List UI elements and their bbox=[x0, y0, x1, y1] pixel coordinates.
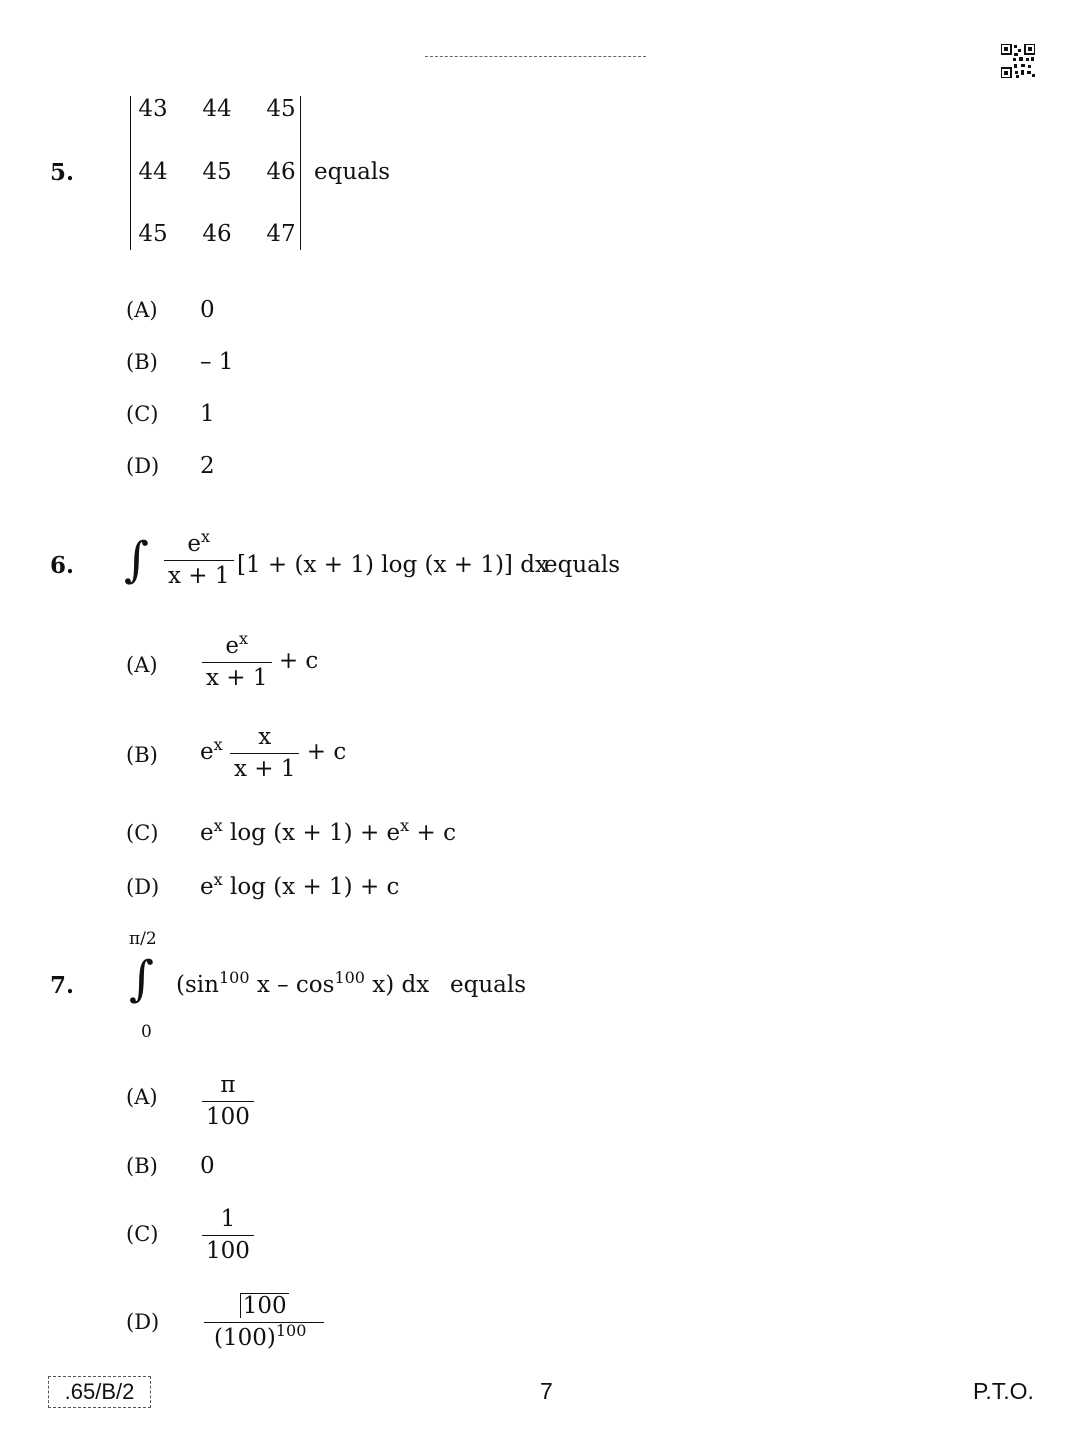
option-label: (C) bbox=[126, 821, 159, 845]
question-suffix: equals bbox=[450, 972, 527, 998]
qr-code-icon bbox=[1001, 44, 1035, 78]
denominator: x + 1 bbox=[230, 753, 300, 782]
matrix-cell: 44 bbox=[138, 159, 168, 185]
numerator: x bbox=[258, 724, 272, 750]
integral-sign: ∫ bbox=[124, 532, 150, 588]
integrand-part: x – cos bbox=[256, 972, 335, 998]
factorial-numerator: 100 bbox=[240, 1293, 289, 1318]
integrand-part: x) dx bbox=[372, 972, 430, 998]
option-label: (C) bbox=[126, 1222, 159, 1246]
matrix-cell: 46 bbox=[266, 159, 296, 185]
option-tail: + c bbox=[416, 820, 456, 846]
option-expression bbox=[200, 870, 400, 900]
integrand-body: [1 + (x + 1) log (x + 1)] dx bbox=[237, 552, 548, 578]
option-tail: log (x + 1) + c bbox=[229, 874, 400, 900]
matrix-cell: 45 bbox=[138, 221, 168, 247]
pto-label: P.T.O. bbox=[973, 1378, 1034, 1404]
question-number: 5. bbox=[50, 159, 75, 186]
integral-sign: ∫ bbox=[129, 951, 155, 1007]
option-text: 0 bbox=[200, 297, 215, 323]
option-expression bbox=[200, 724, 346, 782]
option-expression bbox=[200, 816, 456, 846]
exponent: x bbox=[400, 816, 410, 835]
denominator: x + 1 bbox=[164, 560, 234, 589]
denominator: 100 bbox=[202, 1235, 254, 1264]
question-suffix: equals bbox=[544, 552, 621, 578]
numerator-exponent: x bbox=[239, 629, 249, 648]
matrix-cell: 43 bbox=[138, 96, 168, 122]
exponent: x bbox=[213, 735, 223, 754]
matrix-cell: 44 bbox=[202, 96, 232, 122]
base: e bbox=[200, 874, 214, 900]
option-label: (C) bbox=[126, 402, 159, 426]
question-suffix: equals bbox=[314, 159, 391, 185]
exponent: x bbox=[213, 816, 223, 835]
option-expression bbox=[202, 629, 319, 691]
option-expression bbox=[204, 1293, 324, 1351]
option-text: 0 bbox=[200, 1153, 215, 1179]
base: e bbox=[200, 739, 214, 765]
option-label: (D) bbox=[126, 454, 160, 478]
option-label: (B) bbox=[126, 743, 158, 767]
option-label: (B) bbox=[126, 350, 158, 374]
exponent: x bbox=[213, 870, 223, 889]
option-label: (A) bbox=[126, 653, 158, 677]
option-text: 2 bbox=[200, 453, 215, 479]
matrix-cell: 45 bbox=[266, 96, 296, 122]
numerator-base: e bbox=[225, 633, 240, 659]
numerator-base: e bbox=[187, 531, 202, 557]
lower-limit: 0 bbox=[141, 1022, 152, 1042]
exponent: 100 bbox=[334, 968, 365, 987]
numerator: π bbox=[220, 1072, 236, 1098]
denominator: x + 1 bbox=[202, 662, 272, 691]
denominator-exponent: 100 bbox=[275, 1321, 307, 1340]
matrix-cell: 45 bbox=[202, 159, 232, 185]
option-label: (D) bbox=[126, 1310, 160, 1334]
option-text: 1 bbox=[200, 401, 215, 427]
numerator-exponent: x bbox=[201, 527, 211, 546]
option-label: (D) bbox=[126, 875, 160, 899]
integrand-part: (sin bbox=[176, 972, 219, 998]
option-expression bbox=[202, 1206, 254, 1264]
header-rule bbox=[425, 56, 646, 57]
integrand bbox=[176, 968, 430, 998]
denominator-base: (100) bbox=[214, 1325, 276, 1351]
matrix-cell: 47 bbox=[266, 221, 296, 247]
option-expression bbox=[202, 1072, 254, 1130]
option-middle: log (x + 1) + e bbox=[229, 820, 401, 846]
question-number: 7. bbox=[50, 972, 75, 999]
determinant-left-bar bbox=[130, 96, 131, 250]
page-number: 7 bbox=[540, 1378, 553, 1404]
exponent: 100 bbox=[218, 968, 250, 987]
question-number: 6. bbox=[50, 552, 75, 579]
option-label: (A) bbox=[126, 1085, 158, 1109]
paper-code: .65/B/2 bbox=[48, 1376, 151, 1408]
denominator: 100 bbox=[202, 1101, 254, 1130]
option-text: – 1 bbox=[200, 349, 234, 375]
option-label: (A) bbox=[126, 298, 158, 322]
option-tail: + c bbox=[278, 648, 319, 674]
option-label: (B) bbox=[126, 1154, 158, 1178]
upper-limit: π/2 bbox=[129, 929, 157, 949]
matrix-cell: 46 bbox=[202, 221, 232, 247]
numerator: 1 bbox=[220, 1206, 236, 1232]
base: e bbox=[200, 820, 214, 846]
integrand-fraction bbox=[164, 527, 234, 589]
option-tail: + c bbox=[306, 739, 347, 765]
